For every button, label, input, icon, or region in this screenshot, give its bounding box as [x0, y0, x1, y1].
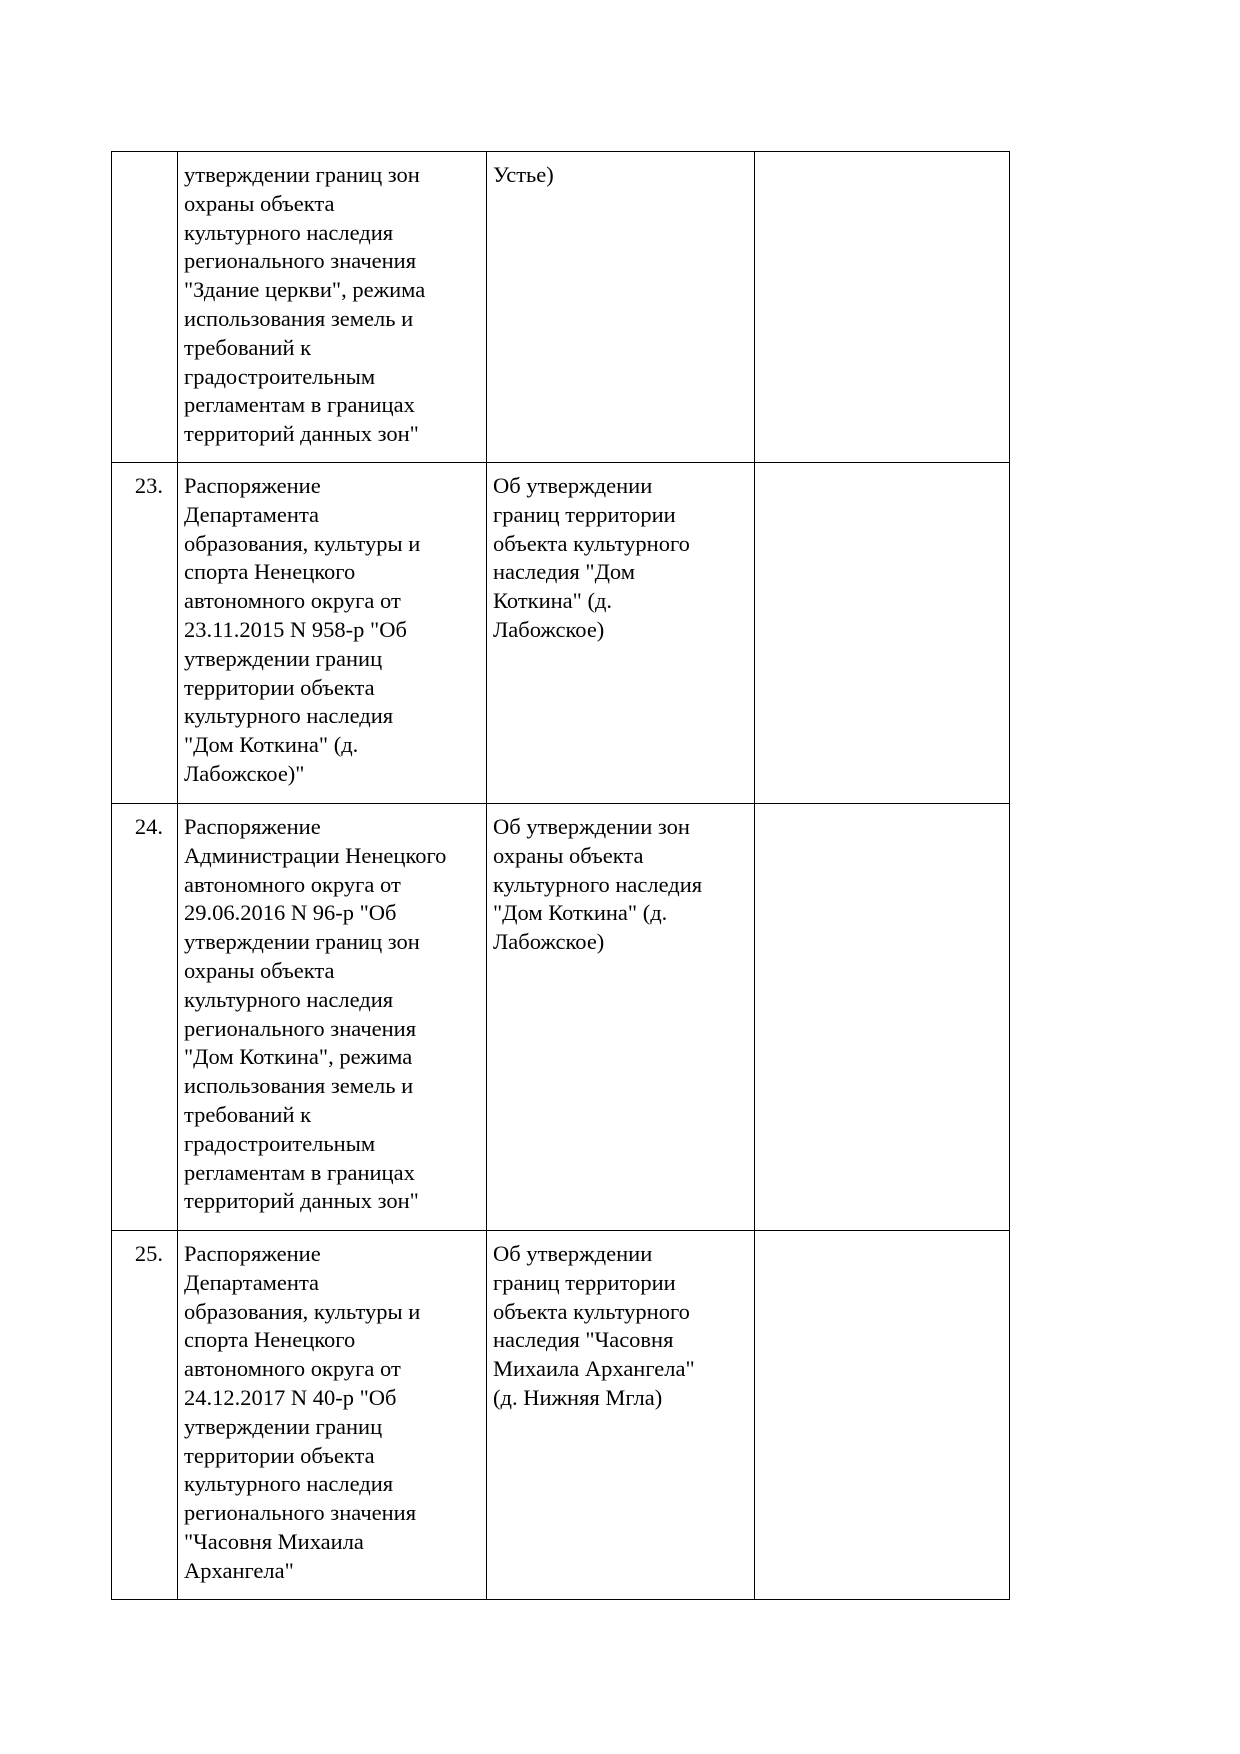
table-row	[112, 463, 1010, 804]
subject-cell: Об утверждении границ территории объекта культурного наследия "Дом Коткина" (д. Лабожское)	[487, 463, 755, 804]
table-row	[112, 1231, 1010, 1600]
note-cell	[755, 1231, 1010, 1600]
subject-cell: Об утверждении границ территории объекта культурного наследия "Часовня Михаила Архангела" (д. Нижняя Мгла)	[487, 1231, 755, 1600]
row-number: 25.	[112, 1231, 178, 1600]
documents-table	[111, 151, 1010, 1600]
table-row	[112, 804, 1010, 1231]
document-cell: Распоряжение Департамента образования, культуры и спорта Ненецкого автономного округа от 23.11.2015 N 958-р "Об утверждении границ территории объекта культурного наследия "Дом Коткина" (д. Лабожское)"	[178, 463, 487, 804]
note-cell	[755, 463, 1010, 804]
note-cell	[755, 152, 1010, 463]
table-row	[112, 152, 1010, 463]
note-cell	[755, 804, 1010, 1231]
document-cell: Распоряжение Департамента образования, культуры и спорта Ненецкого автономного округа от 24.12.2017 N 40-р "Об утверждении границ территории объекта культурного наследия регионального значения "Часовня Михаила Архангела"	[178, 1231, 487, 1600]
row-number: 23.	[112, 463, 178, 804]
subject-cell: Устье)	[487, 152, 755, 463]
document-cell: утверждении границ зон охраны объекта культурного наследия регионального значения "Здание церкви", режима использования земель и требований к градостроительным регламентам в границах территорий данных зон"	[178, 152, 487, 463]
row-number	[112, 152, 178, 463]
subject-cell: Об утверждении зон охраны объекта культурного наследия "Дом Коткина" (д. Лабожское)	[487, 804, 755, 1231]
document-cell: Распоряжение Администрации Ненецкого автономного округа от 29.06.2016 N 96-р "Об утверждении границ зон охраны объекта культурного наследия регионального значения "Дом Коткина", режима использования земель и требований к градостроительным регламентам в границах территорий данных зон"	[178, 804, 487, 1231]
row-number: 24.	[112, 804, 178, 1231]
